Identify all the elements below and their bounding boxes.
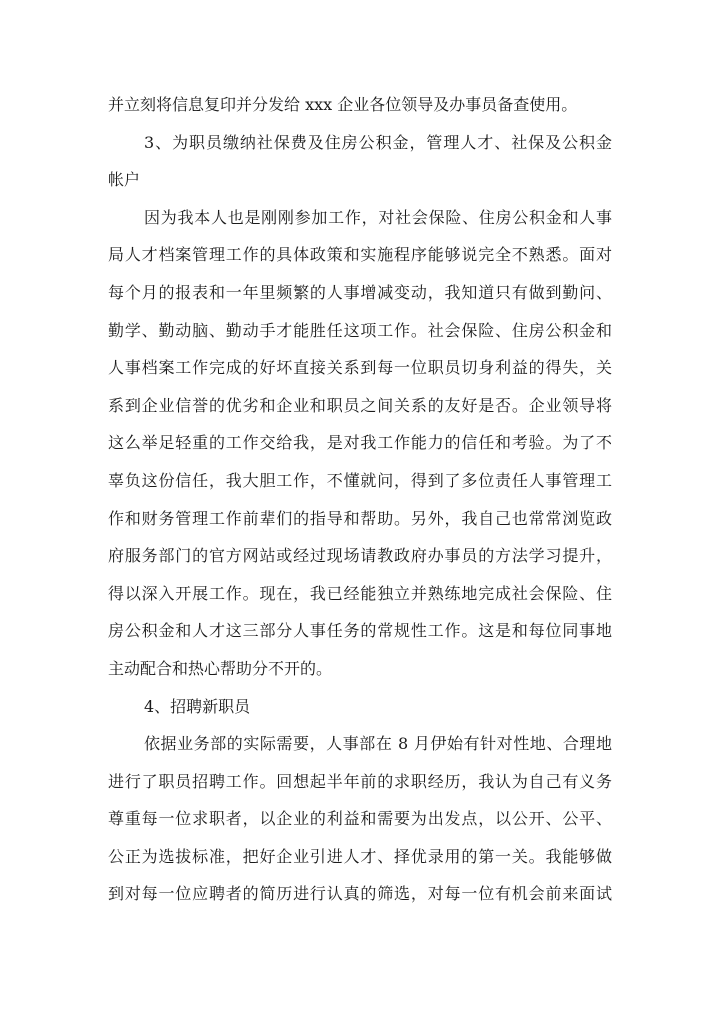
text-line: 系到企业信誉的优劣和企业和职员之间关系的友好是否。企业领导将 xyxy=(108,395,612,415)
text-line: 帐户 xyxy=(108,170,141,190)
text-line: 房公积金和人才这三部分人事任务的常规性工作。这是和每位同事地 xyxy=(108,621,612,641)
text-line: 勤学、勤动脑、勤动手才能胜任这项工作。社会保险、住房公积金和 xyxy=(108,320,612,340)
text-line: 辜负这份信任，我大胆工作，不懂就问，得到了多位责任人事管理工 xyxy=(108,470,612,490)
text-line: 进行了职员招聘工作。回想起半年前的求职经历，我认为自己有义务 xyxy=(108,771,612,791)
text-line: 因为我本人也是刚刚参加工作，对社会保险、住房公积金和人事 xyxy=(144,207,612,227)
text-line: 4、招聘新职员 xyxy=(144,696,251,716)
text-line: 依据业务部的实际需要，人事部在 8 月伊始有针对性地、合理地 xyxy=(144,734,612,754)
body-text xyxy=(108,86,612,913)
text-line: 局人才档案管理工作的具体政策和实施程序能够说完全不熟悉。面对 xyxy=(108,245,612,265)
text-line: 每个月的报表和一年里频繁的人事增减变动，我知道只有做到勤问、 xyxy=(108,282,612,302)
text-line: 这么举足轻重的工作交给我，是对我工作能力的信任和考验。为了不 xyxy=(108,433,612,453)
text-line: 得以深入开展工作。现在，我已经能独立并熟练地完成社会保险、住 xyxy=(108,583,612,603)
text-line: 到对每一位应聘者的简历进行认真的筛选，对每一位有机会前来面试 xyxy=(108,884,612,904)
text-line: 主动配合和热心帮助分不开的。 xyxy=(108,658,333,678)
text-line: 尊重每一位求职者，以企业的利益和需要为出发点，以公开、公平、 xyxy=(108,809,612,829)
text-line: 3、为职员缴纳社保费及住房公积金，管理人才、社保及公积金 xyxy=(144,132,612,152)
text-line: 人事档案工作完成的好坏直接关系到每一位职员切身利益的得失，关 xyxy=(108,358,612,378)
text-line: 并立刻将信息复印并分发给 xxx 企业各位领导及办事员备查使用。 xyxy=(108,95,578,114)
text-line: 作和财务管理工作前辈们的指导和帮助。另外，我自己也常常浏览政 xyxy=(108,508,612,528)
text-line: 府服务部门的官方网站或经过现场请教政府办事员的方法学习提升， xyxy=(108,546,612,566)
text-line: 公正为选拔标准，把好企业引进人才、择优录用的第一关。我能够做 xyxy=(108,846,612,866)
